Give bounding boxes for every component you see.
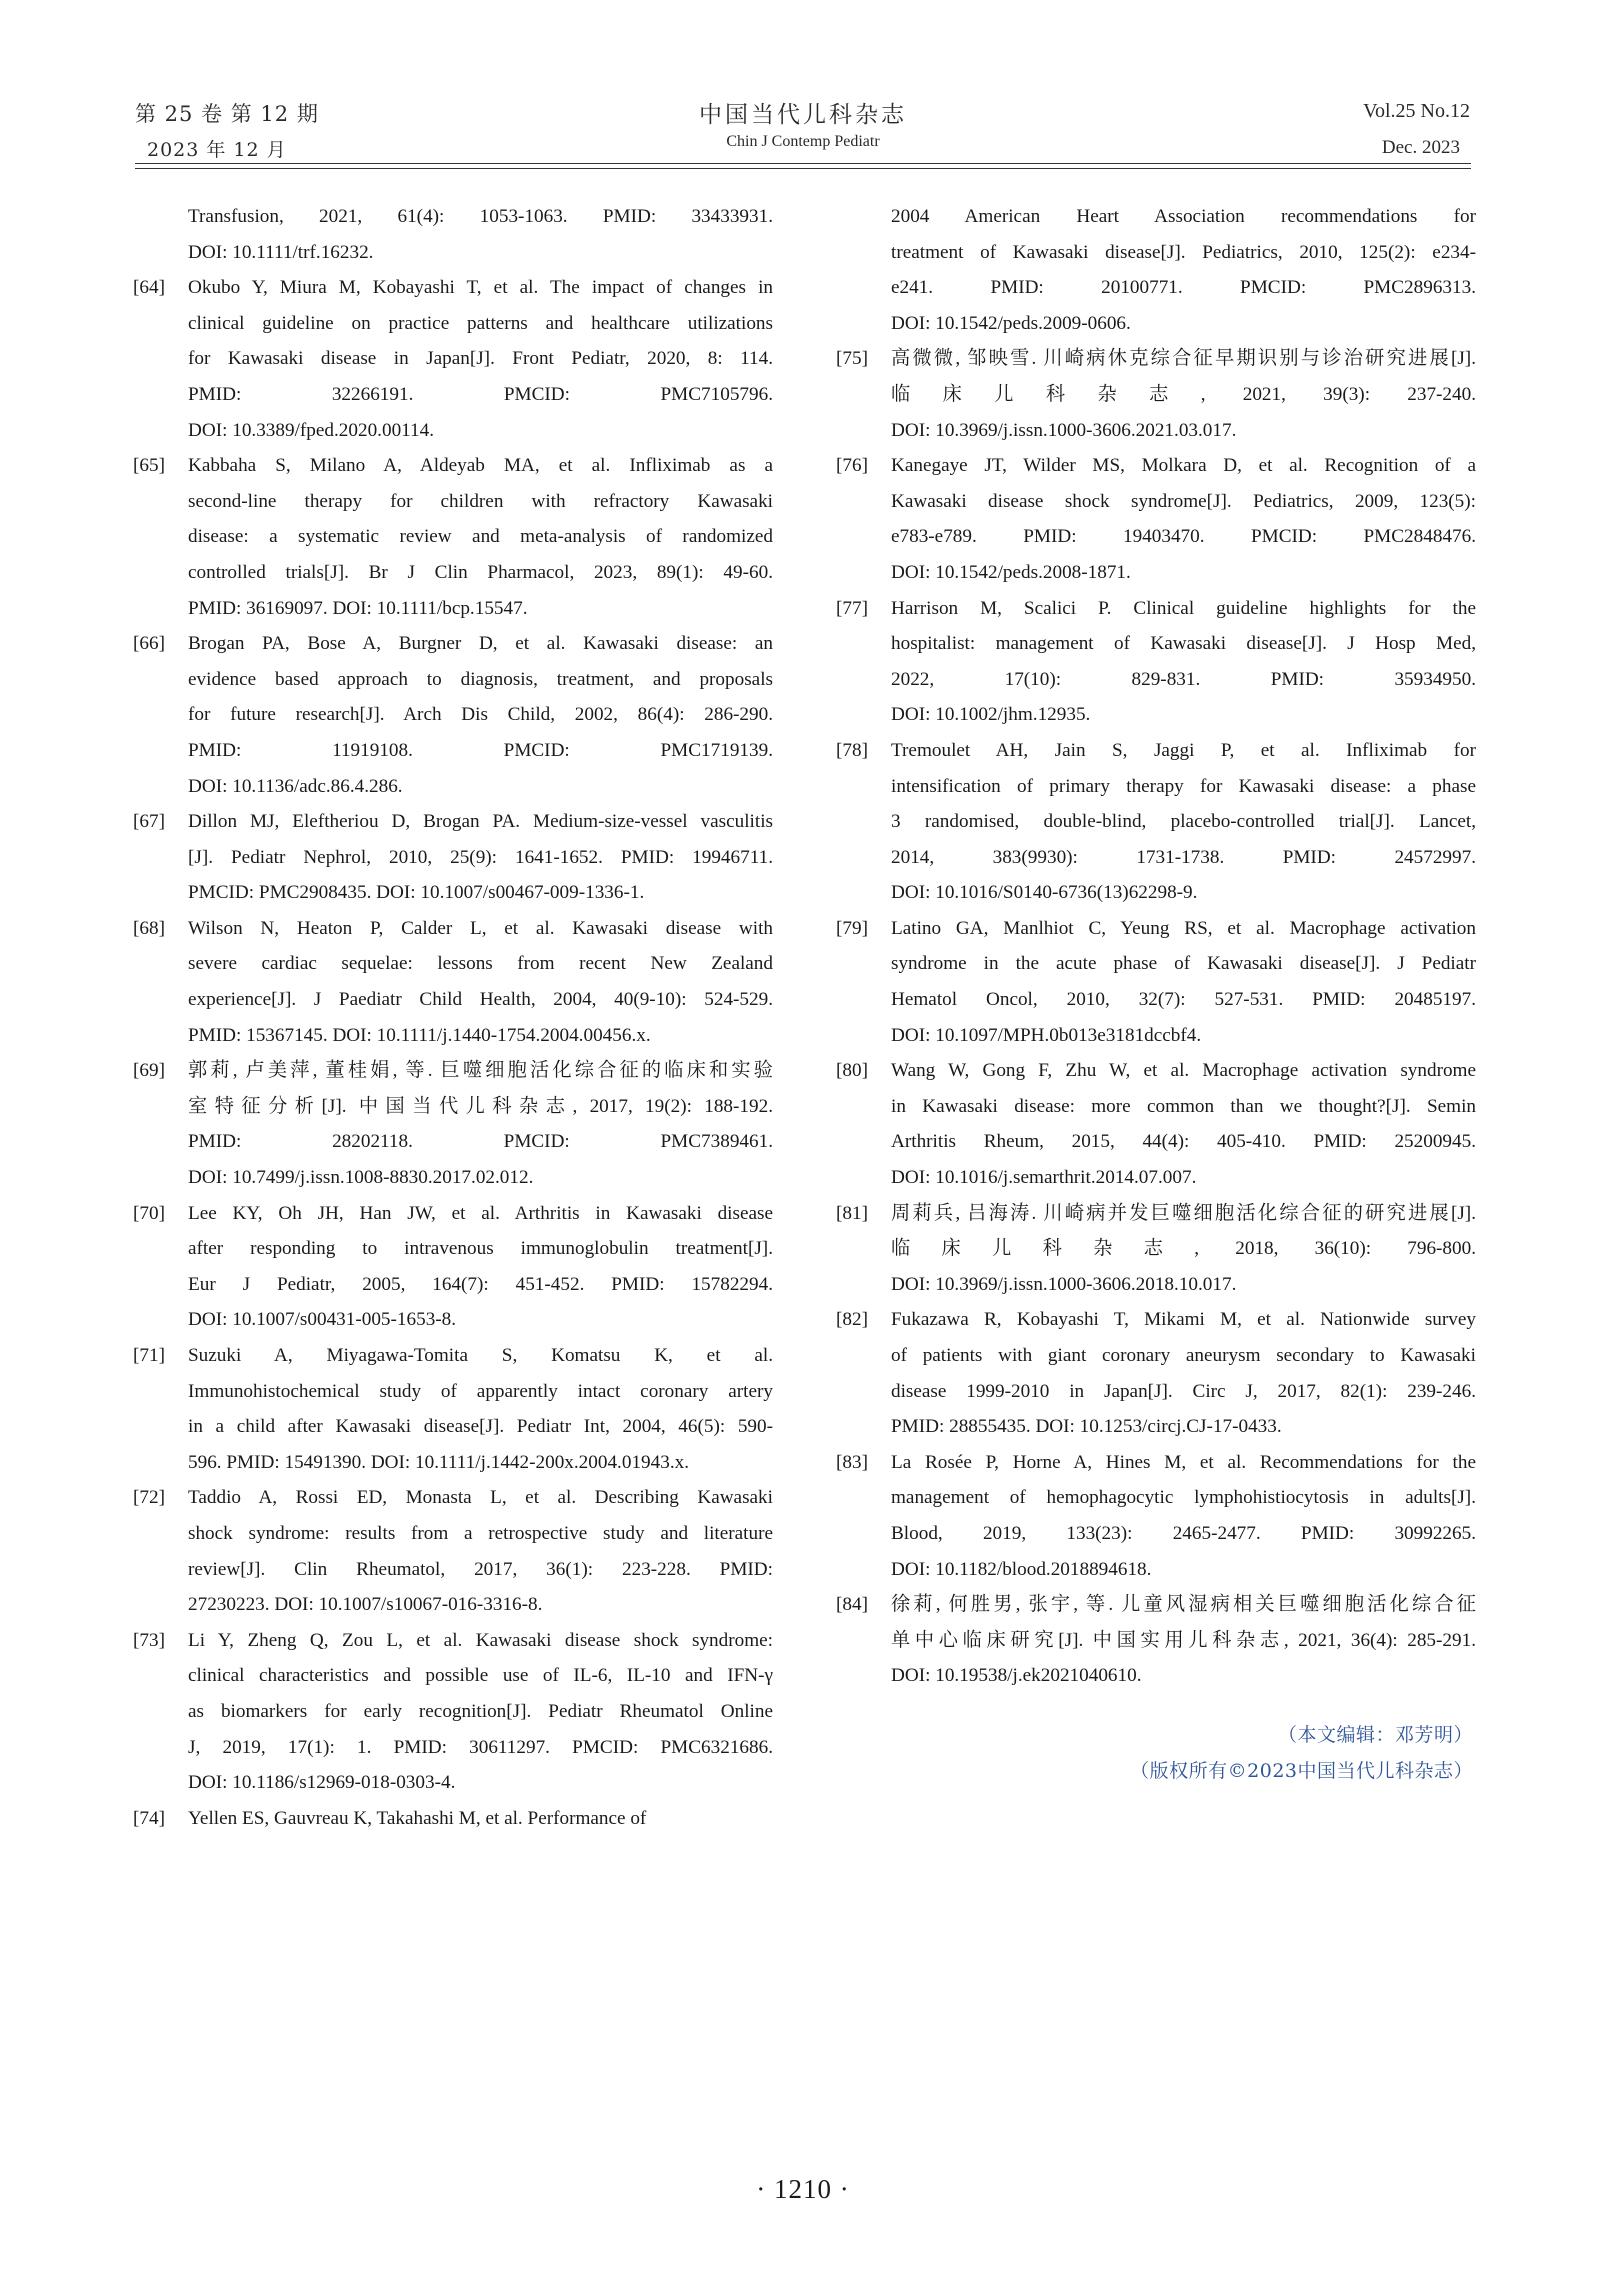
reference-line: e241. PMID: 20100771. PMCID: PMC2896313. [891, 277, 1476, 299]
reference-line: PMID: 32266191. PMCID: PMC7105796. [188, 383, 773, 405]
reference-line: DOI: 10.3389/fped.2020.00114. [188, 419, 435, 441]
header-volume-issue: 第 25 卷 第 12 期 [135, 102, 319, 126]
references-right-column [836, 199, 1476, 1694]
reference-line: DOI: 10.1542/peds.2009-0606. [891, 312, 1131, 334]
reference-line: Arthritis Rheum, 2015, 44(4): 405-410. PMID: 25200945. [891, 1131, 1476, 1153]
reference-line: 临床儿科杂志, 2018, 36(10): 796-800. [891, 1238, 1476, 1260]
reference-line: management of hemophagocytic lymphohistiocytosis in adults[J]. [891, 1487, 1476, 1509]
reference-line: Tremoulet AH, Jain S, Jaggi P, et al. Infliximab for [891, 739, 1476, 761]
reference-line: DOI: 10.1097/MPH.0b013e3181dccbf4. [891, 1024, 1202, 1046]
reference-line: DOI: 10.3969/j.issn.1000-3606.2018.10.017. [891, 1273, 1237, 1295]
reference-line: Immunohistochemical study of apparently intact coronary artery [188, 1380, 773, 1402]
reference-line: Taddio A, Rossi ED, Monasta L, et al. Describing Kawasaki [188, 1487, 773, 1509]
reference-item [836, 911, 1476, 1053]
reference-line: DOI: 10.19538/j.ek2021040610. [891, 1665, 1142, 1687]
reference-item [133, 626, 773, 804]
reference-line: disease: a systematic review and meta-analysis of randomized [188, 526, 773, 548]
reference-number: [71] [133, 1345, 165, 1366]
reference-number: [77] [836, 597, 868, 619]
reference-line: PMID: 28202118. PMCID: PMC7389461. [188, 1131, 773, 1153]
reference-line: evidence based approach to diagnosis, treatment, and proposals [188, 668, 773, 690]
header-journal-title: 中国当代儿科杂志 [699, 102, 907, 128]
reference-line: Blood, 2019, 133(23): 2465-2477. PMID: 30992265. [891, 1522, 1476, 1544]
reference-line: Hematol Oncol, 2010, 32(7): 527-531. PMID: 20485197. [891, 989, 1476, 1011]
reference-line: after responding to intravenous immunoglobulin treatment[J]. [188, 1238, 773, 1260]
reference-line: Brogan PA, Bose A, Burgner D, et al. Kawasaki disease: an [188, 633, 773, 655]
reference-number: [80] [836, 1060, 868, 1082]
reference-number: [84] [836, 1594, 868, 1616]
reference-line: disease 1999-2010 in Japan[J]. Circ J, 2017, 82(1): 239-246. [891, 1380, 1476, 1402]
reference-line: Li Y, Zheng Q, Zou L, et al. Kawasaki disease shock syndrome: [188, 1629, 773, 1651]
reference-line: 周莉兵, 吕海涛. 川崎病并发巨噬细胞活化综合征的研究进展[J]. [891, 1202, 1476, 1224]
reference-item [836, 199, 1476, 341]
reference-line: DOI: 10.1016/j.semarthrit.2014.07.007. [891, 1167, 1197, 1189]
reference-number: [74] [133, 1807, 165, 1829]
reference-line: of patients with giant coronary aneurysm secondary to Kawasaki [891, 1345, 1476, 1366]
editor-credit: （本文编辑：邓芳明） [1277, 1724, 1473, 1746]
reference-line: e783-e789. PMID: 19403470. PMCID: PMC2848476. [891, 526, 1476, 548]
reference-line: clinical guideline on practice patterns and healthcare utilizations [188, 312, 773, 334]
reference-line: DOI: 10.1182/blood.2018894618. [891, 1558, 1152, 1580]
reference-number: [66] [133, 633, 165, 655]
reference-line: intensification of primary therapy for Kawasaki disease: a phase [891, 775, 1476, 797]
references-left-column [133, 199, 773, 1836]
reference-line: Latino GA, Manlhiot C, Yeung RS, et al. Macrophage activation [891, 917, 1476, 939]
reference-line: Transfusion, 2021, 61(4): 1053-1063. PMID: 33433931. [188, 206, 773, 227]
reference-line: PMID: 28855435. DOI: 10.1253/circj.CJ-17-0433. [891, 1416, 1282, 1438]
reference-item [133, 1196, 773, 1338]
reference-number: [68] [133, 917, 165, 939]
reference-number: [72] [133, 1487, 165, 1509]
reference-line: 2022, 17(10): 829-831. PMID: 35934950. [891, 668, 1476, 690]
reference-line: DOI: 10.1007/s00431-005-1653-8. [188, 1309, 457, 1331]
header-rule-top [135, 163, 1471, 164]
reference-line: Lee KY, Oh JH, Han JW, et al. Arthritis in Kawasaki disease [188, 1202, 773, 1224]
reference-line: in a child after Kawasaki disease[J]. Pediatr Int, 2004, 46(5): 590- [188, 1416, 773, 1438]
reference-line: J, 2019, 17(1): 1. PMID: 30611297. PMCID: PMC6321686. [188, 1736, 773, 1758]
reference-line: 郭莉, 卢美萍, 董桂娟, 等. 巨噬细胞活化综合征的临床和实验 [188, 1060, 773, 1082]
reference-line: 室特征分析[J]. 中国当代儿科杂志, 2017, 19(2): 188-192. [188, 1095, 773, 1117]
reference-line: shock syndrome: results from a retrospective study and literature [188, 1522, 773, 1544]
reference-line: PMCID: PMC2908435. DOI: 10.1007/s00467-009-1336-1. [188, 882, 645, 904]
reference-line: PMID: 36169097. DOI: 10.1111/bcp.15547. [188, 597, 528, 619]
reference-line: for future research[J]. Arch Dis Child, 2002, 86(4): 286-290. [188, 704, 773, 726]
reference-line: for Kawasaki disease in Japan[J]. Front Pediatr, 2020, 8: 114. [188, 348, 773, 370]
reference-item [133, 1053, 773, 1195]
reference-number: [81] [836, 1202, 868, 1224]
reference-line: [J]. Pediatr Nephrol, 2010, 25(9): 1641-1652. PMID: 19946711. [188, 846, 773, 868]
reference-line: Suzuki A, Miyagawa-Tomita S, Komatsu K, et al. [188, 1345, 773, 1366]
reference-line: in Kawasaki disease: more common than we thought?[J]. Semin [891, 1095, 1476, 1117]
reference-line: Yellen ES, Gauvreau K, Takahashi M, et al. Performance of [188, 1807, 647, 1829]
reference-line: 596. PMID: 15491390. DOI: 10.1111/j.1442-200x.2004.01943.x. [188, 1451, 690, 1473]
reference-line: 27230223. DOI: 10.1007/s10067-016-3316-8. [188, 1594, 543, 1616]
reference-line: DOI: 10.1016/S0140-6736(13)62298-9. [891, 882, 1198, 904]
reference-line: treatment of Kawasaki disease[J]. Pediatrics, 2010, 125(2): e234- [891, 241, 1476, 263]
reference-item [133, 270, 773, 448]
reference-line: 3 randomised, double-blind, placebo-controlled trial[J]. Lancet, [891, 811, 1476, 833]
reference-line: as biomarkers for early recognition[J]. Pediatr Rheumatol Online [188, 1700, 773, 1722]
reference-item [133, 199, 773, 270]
reference-line: Eur J Pediatr, 2005, 164(7): 451-452. PMID: 15782294. [188, 1273, 773, 1295]
reference-line: clinical characteristics and possible use of IL-6, IL-10 and IFN-γ [188, 1665, 773, 1687]
reference-item [836, 1196, 1476, 1303]
reference-number: [78] [836, 739, 868, 761]
reference-line: Fukazawa R, Kobayashi T, Mikami M, et al. Nationwide survey [891, 1309, 1476, 1331]
reference-item [836, 1302, 1476, 1444]
reference-number: [76] [836, 455, 868, 477]
reference-number: [82] [836, 1309, 868, 1331]
reference-number: [69] [133, 1060, 165, 1082]
reference-line: DOI: 10.1111/trf.16232. [188, 241, 374, 263]
reference-number: [79] [836, 917, 868, 939]
header-date: 2023 年 12 月 [147, 139, 287, 161]
reference-item [133, 804, 773, 911]
reference-line: syndrome in the acute phase of Kawasaki disease[J]. J Pediatr [891, 953, 1476, 975]
reference-line: DOI: 10.1136/adc.86.4.286. [188, 775, 403, 797]
header-journal-abbrev: Chin J Contemp Pediatr [726, 133, 880, 150]
reference-line: Dillon MJ, Eleftheriou D, Brogan PA. Medium-size-vessel vasculitis [188, 811, 773, 833]
reference-line: DOI: 10.7499/j.issn.1008-8830.2017.02.012. [188, 1167, 534, 1189]
reference-line: 单中心临床研究[J]. 中国实用儿科杂志, 2021, 36(4): 285-291. [891, 1629, 1476, 1651]
reference-line: Wang W, Gong F, Zhu W, et al. Macrophage activation syndrome [891, 1060, 1476, 1082]
reference-number: [75] [836, 348, 868, 370]
reference-item [133, 911, 773, 1053]
reference-number: [64] [133, 277, 165, 299]
reference-line: PMID: 11919108. PMCID: PMC1719139. [188, 739, 773, 761]
reference-line: severe cardiac sequelae: lessons from recent New Zealand [188, 953, 773, 975]
reference-line: DOI: 10.3969/j.issn.1000-3606.2021.03.017. [891, 419, 1237, 441]
reference-line: Kawasaki disease shock syndrome[J]. Pediatrics, 2009, 123(5): [891, 490, 1476, 512]
reference-line: second-line therapy for children with refractory Kawasaki [188, 490, 773, 512]
reference-line: 高微微, 邹映雪. 川崎病休克综合征早期识别与诊治研究进展[J]. [891, 348, 1476, 370]
reference-line: experience[J]. J Paediatr Child Health, 2004, 40(9-10): 524-529. [188, 989, 773, 1011]
reference-number: [70] [133, 1202, 165, 1224]
reference-line: Kanegaye JT, Wilder MS, Molkara D, et al. Recognition of a [891, 455, 1476, 477]
reference-number: [67] [133, 811, 165, 833]
reference-item [836, 733, 1476, 911]
reference-item [836, 341, 1476, 448]
reference-item [836, 591, 1476, 733]
reference-line: 2014, 383(9930): 1731-1738. PMID: 24572997. [891, 846, 1476, 868]
reference-item [836, 1445, 1476, 1587]
reference-line: 徐莉, 何胜男, 张宇, 等. 儿童风湿病相关巨噬细胞活化综合征 [891, 1594, 1476, 1616]
header-volume-issue-en: Vol.25 No.12 [1363, 100, 1470, 122]
reference-line: Harrison M, Scalici P. Clinical guideline highlights for the [891, 597, 1476, 619]
reference-item [836, 1587, 1476, 1694]
reference-number: [83] [836, 1451, 868, 1473]
reference-item [133, 1801, 773, 1837]
page-number: · 1210 · [756, 2174, 850, 2204]
reference-line: DOI: 10.1542/peds.2008-1871. [891, 561, 1131, 583]
reference-item [133, 1338, 773, 1480]
reference-line: PMID: 15367145. DOI: 10.1111/j.1440-1754.2004.00456.x. [188, 1024, 651, 1046]
reference-line: 临床儿科杂志, 2021, 39(3): 237-240. [891, 383, 1476, 405]
reference-line: Wilson N, Heaton P, Calder L, et al. Kawasaki disease with [188, 917, 773, 939]
reference-line: La Rosée P, Horne A, Hines M, et al. Recommendations for the [891, 1451, 1476, 1473]
reference-line: controlled trials[J]. Br J Clin Pharmacol, 2023, 89(1): 49-60. [188, 561, 773, 583]
reference-line: review[J]. Clin Rheumatol, 2017, 36(1): 223-228. PMID: [188, 1558, 773, 1580]
reference-number: [73] [133, 1629, 165, 1651]
reference-line: DOI: 10.1186/s12969-018-0303-4. [188, 1772, 456, 1794]
header-date-en: Dec. 2023 [1381, 137, 1460, 158]
reference-line: DOI: 10.1002/jhm.12935. [891, 704, 1091, 726]
reference-line: hospitalist: management of Kawasaki disease[J]. J Hosp Med, [891, 633, 1476, 655]
reference-item [133, 1623, 773, 1801]
header-rule-bottom [135, 168, 1471, 169]
reference-line: 2004 American Heart Association recommendations for [891, 206, 1476, 227]
reference-item [133, 448, 773, 626]
reference-item [133, 1480, 773, 1622]
reference-line: Okubo Y, Miura M, Kobayashi T, et al. The impact of changes in [188, 277, 773, 299]
reference-line: Kabbaha S, Milano A, Aldeyab MA, et al. Infliximab as a [188, 455, 773, 477]
copyright-notice: （版权所有©2023中国当代儿科杂志） [1130, 1760, 1473, 1782]
reference-number: [65] [133, 455, 165, 477]
reference-item [836, 1053, 1476, 1195]
reference-item [836, 448, 1476, 590]
